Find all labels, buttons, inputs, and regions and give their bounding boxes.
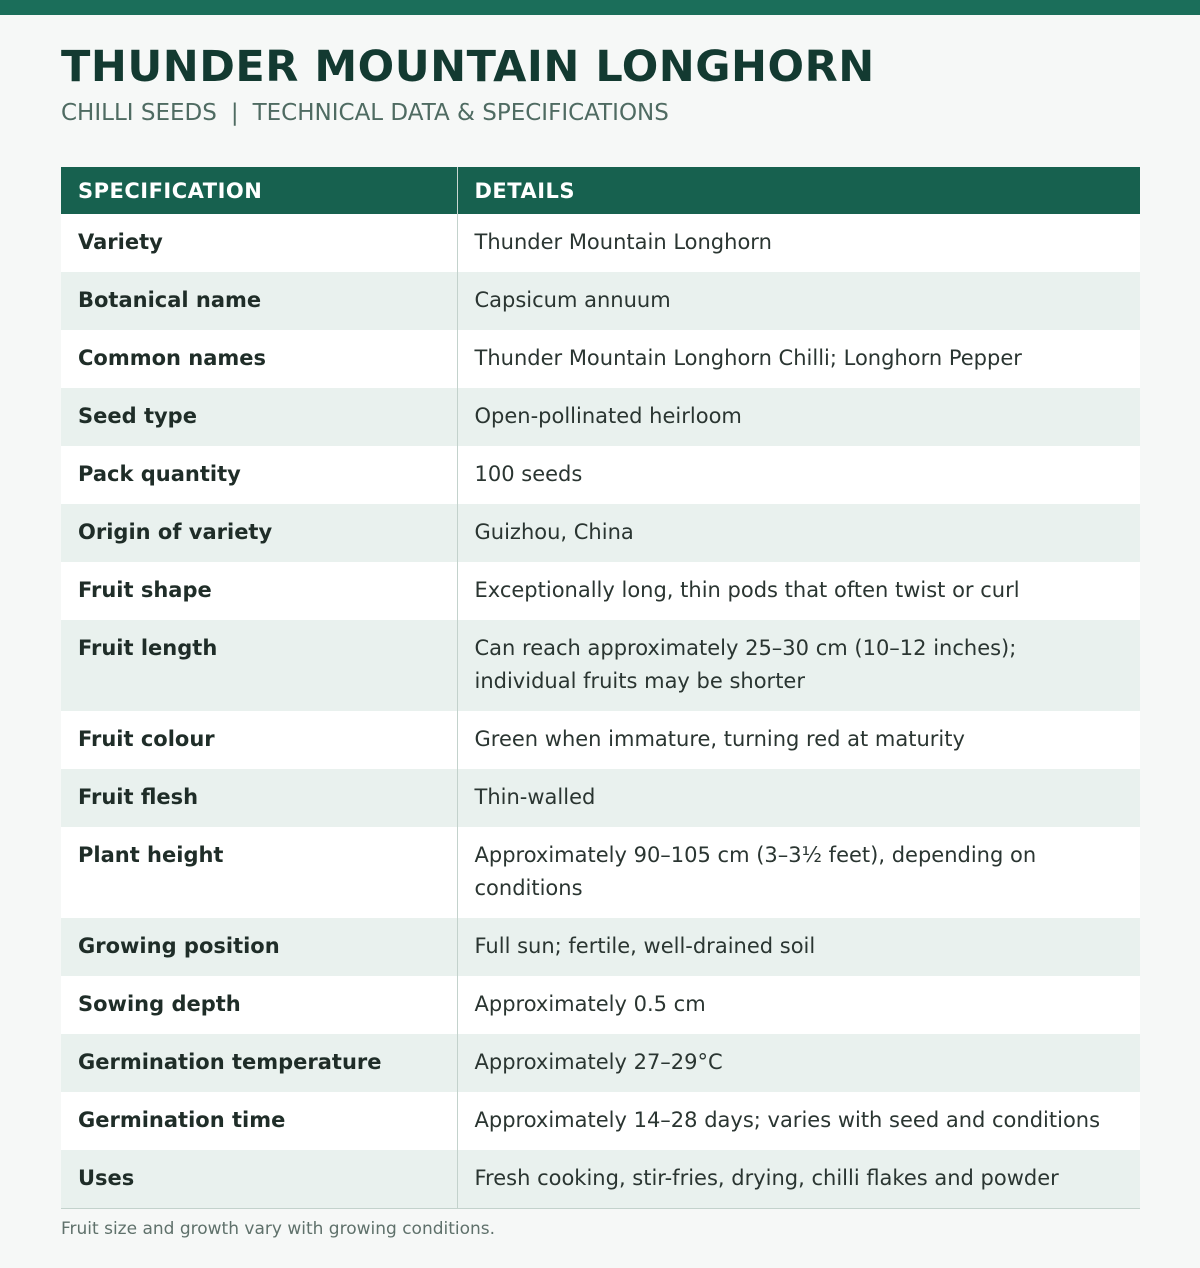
spec-value: Exceptionally long, thin pods that often twist or curl [457,562,1140,620]
table-row [61,1034,1140,1092]
spec-label: Fruit colour [61,711,457,769]
table-row [61,1092,1140,1150]
spec-value: Thunder Mountain Longhorn Chilli; Longhorn Pepper [457,330,1140,388]
spec-value: Open-pollinated heirloom [457,388,1140,446]
column-header-details: DETAILS [457,167,1140,214]
spec-label: Growing position [61,918,457,976]
top-accent-bar [0,0,1200,15]
subtitle-description: TECHNICAL DATA & SPECIFICATIONS [252,100,669,126]
page-title: THUNDER MOUNTAIN LONGHORN [61,42,875,92]
spec-label: Pack quantity [61,446,457,504]
table-row [61,827,1140,918]
spec-value: Thin-walled [457,769,1140,827]
spec-value: 100 seeds [457,446,1140,504]
table-row [61,214,1140,272]
page-subtitle [61,99,669,127]
spec-value: Green when immature, turning red at maturity [457,711,1140,769]
table-row [61,446,1140,504]
table-row [61,330,1140,388]
specification-table [61,167,1140,1209]
table-row [61,388,1140,446]
table-row [61,1150,1140,1209]
table-body [61,214,1140,1209]
spec-label: Fruit shape [61,562,457,620]
column-header-specification: SPECIFICATION [61,167,457,214]
spec-value: Fresh cooking, stir-fries, drying, chilli flakes and powder [457,1150,1140,1209]
spec-label: Origin of variety [61,504,457,562]
spec-label: Fruit length [61,620,457,711]
spec-label: Seed type [61,388,457,446]
table-row [61,562,1140,620]
spec-label: Common names [61,330,457,388]
spec-value: Capsicum annuum [457,272,1140,330]
table-row [61,620,1140,711]
spec-label: Uses [61,1150,457,1209]
spec-label: Variety [61,214,457,272]
footnote: Fruit size and growth vary with growing conditions. [61,1219,496,1239]
spec-label: Sowing depth [61,976,457,1034]
subtitle-separator: | [230,100,239,126]
spec-value: Guizhou, China [457,504,1140,562]
table-row [61,711,1140,769]
spec-label: Plant height [61,827,457,918]
spec-value: Thunder Mountain Longhorn [457,214,1140,272]
spec-label: Germination time [61,1092,457,1150]
table-header-row [61,167,1140,214]
spec-value: Can reach approximately 25–30 cm (10–12 inches); individual fruits may be shorter [457,620,1140,711]
spec-value: Approximately 14–28 days; varies with seed and conditions [457,1092,1140,1150]
spec-label: Fruit flesh [61,769,457,827]
table-row [61,769,1140,827]
spec-value: Approximately 27–29°C [457,1034,1140,1092]
table-row [61,976,1140,1034]
spec-value: Full sun; fertile, well-drained soil [457,918,1140,976]
table-row [61,504,1140,562]
spec-value: Approximately 0.5 cm [457,976,1140,1034]
subtitle-category: CHILLI SEEDS [61,100,217,126]
table-row [61,272,1140,330]
spec-label: Germination temperature [61,1034,457,1092]
spec-label: Botanical name [61,272,457,330]
table-row [61,918,1140,976]
spec-value: Approximately 90–105 cm (3–3½ feet), depending on conditions [457,827,1140,918]
